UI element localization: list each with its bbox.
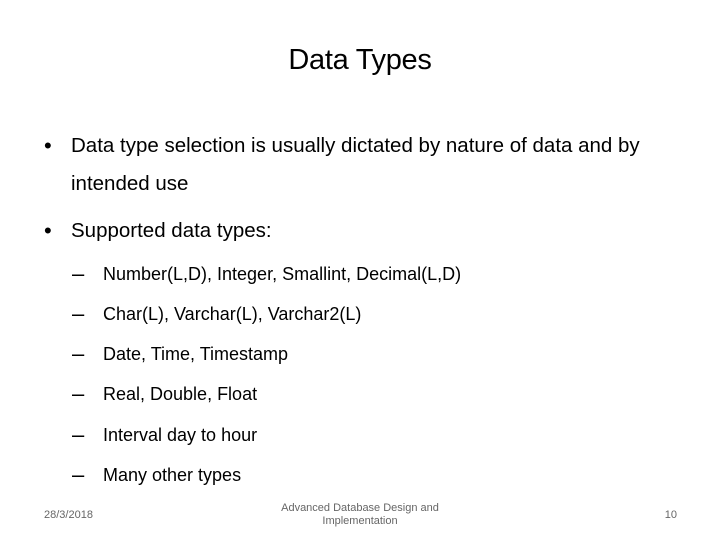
slide-title: Data Types (288, 44, 432, 76)
sub-item-4 (72, 382, 672, 406)
bullet-item-1 (44, 127, 694, 203)
bullet-text: Data type selection is usually dictated by nature of data and by intended use (71, 134, 640, 195)
dash-marker: – (72, 381, 85, 406)
sub-item-3 (72, 342, 672, 366)
dash-marker: – (72, 301, 85, 326)
sub-item-5 (72, 423, 672, 447)
footer-date: 28/3/2018 (44, 509, 93, 521)
sub-item-text: Char(L), Varchar(L), Varchar2(L) (103, 304, 362, 324)
sub-item-1 (72, 262, 672, 286)
sub-item-6 (72, 463, 672, 487)
dash-marker: – (72, 462, 85, 487)
sub-item-text: Real, Double, Float (103, 384, 258, 404)
sub-item-text: Many other types (103, 465, 242, 485)
sub-item-text: Number(L,D), Integer, Smallint, Decimal(L,D) (103, 264, 462, 284)
footer-course-title: Advanced Database Design and Implementation (281, 502, 439, 527)
sub-item-2 (72, 302, 672, 326)
sub-item-text: Date, Time, Timestamp (103, 344, 289, 364)
bullet-text: Supported data types: (71, 219, 272, 242)
bullet-item-2 (44, 212, 694, 250)
dash-marker: – (72, 341, 85, 366)
bullet-marker: • (44, 133, 52, 158)
dash-marker: – (72, 422, 85, 447)
dash-marker: – (72, 261, 85, 286)
footer-page-number: 10 (664, 509, 677, 521)
sub-item-text: Interval day to hour (103, 425, 258, 445)
bullet-marker: • (44, 218, 52, 243)
